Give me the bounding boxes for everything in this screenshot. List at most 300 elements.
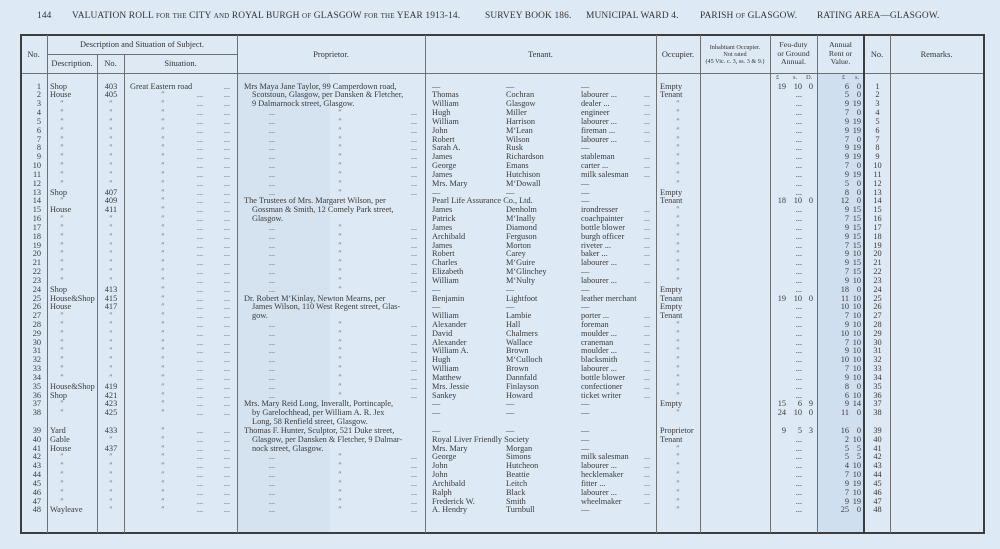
entry-number-right: 17 — [873, 222, 882, 232]
tenant-first-name: Benjamin — [432, 293, 465, 303]
tenant-occupation: leather merchant — [581, 293, 637, 303]
proprietor-ditto-leader: ... — [410, 346, 418, 356]
rent-pounds: 7 — [844, 214, 849, 224]
occupier-cell: ″ — [676, 99, 680, 109]
tenant-occupation: — — [581, 425, 590, 435]
feu-shillings: ... — [795, 434, 802, 444]
occupier-cell: Tenant — [660, 196, 683, 206]
proprietor-ditto-leader: ... — [268, 461, 276, 471]
tenant-leader: ... — [643, 258, 651, 268]
tenant-surname: Howard — [506, 390, 533, 400]
feu-shillings: ... — [795, 214, 802, 224]
feu-pence: 9 — [808, 399, 813, 409]
house-number-cell: ″ — [109, 275, 113, 285]
proprietor-ditto-leader: ... — [410, 284, 418, 294]
tenant-occupation: bottle blower — [581, 372, 626, 382]
proprietor-ditto-mark: ″ — [338, 505, 342, 515]
situation-leader: ... — [196, 178, 204, 188]
house-number-cell: ″ — [109, 267, 113, 277]
rent-shillings: 10 — [852, 461, 861, 471]
occupier-cell: ″ — [676, 152, 680, 162]
proprietor-ditto-leader: ... — [268, 169, 276, 179]
tenant-surname: Brown — [506, 346, 529, 356]
proprietor-ditto-leader: ... — [268, 496, 276, 506]
proprietor-ditto-leader: ... — [410, 320, 418, 329]
tenant-leader: ... — [643, 152, 651, 162]
rent-shillings: 19 — [852, 99, 861, 109]
description-cell: ″ — [60, 337, 64, 347]
feu-pounds: 19 — [777, 293, 786, 303]
proprietor-ditto-leader: ... — [410, 249, 418, 259]
situation-leader: ... — [196, 231, 204, 241]
entry-number: 24 — [32, 284, 41, 294]
house-number-cell: 417 — [104, 302, 118, 312]
feu-shillings: ... — [795, 222, 802, 232]
entry-number-right: 4 — [875, 108, 880, 118]
parish: PARISH of GLASGOW. — [700, 11, 798, 21]
tenant-first-name: — — [432, 408, 441, 418]
situation-leader: ... — [223, 108, 231, 118]
entry-number: 39 — [32, 425, 41, 435]
situation-leader: ... — [223, 461, 231, 471]
occupier-cell: Empty — [660, 284, 683, 294]
tenant-occupation: milk salesman — [581, 169, 629, 179]
rent-pounds: 9 — [844, 346, 849, 356]
house-number-cell: 409 — [104, 196, 118, 206]
situation-leader: ... — [196, 205, 204, 215]
tenant-occupation: burgh officer — [581, 231, 625, 241]
tenant-occupation: — — [581, 178, 590, 188]
rent-pounds: 7 — [844, 364, 849, 374]
rent-pounds: 9 — [844, 496, 849, 506]
situation-leader: ... — [196, 478, 204, 488]
entry-number-right: 15 — [873, 205, 882, 215]
situation-leader: ... — [223, 390, 231, 400]
rent-shillings: 19 — [852, 169, 861, 179]
proprietor-cell: James Wilson, 110 West Regent street, Glas- — [252, 302, 401, 312]
situation-cell: ″ — [161, 399, 165, 409]
tenant-first-name: John — [432, 125, 448, 135]
proprietor-ditto-leader: ... — [268, 452, 276, 462]
situation-cell: ″ — [161, 381, 165, 391]
tenant-first-name: Archibald — [432, 231, 466, 241]
occupier-cell: Proprietor — [660, 425, 694, 435]
rent-shillings: 5 — [856, 443, 861, 453]
proprietor-ditto-mark: ″ — [338, 231, 342, 241]
header-proprietor — [237, 35, 425, 73]
situation-leader: ... — [196, 302, 204, 312]
tenant-surname: Emans — [506, 161, 529, 171]
tenant-leader: ... — [643, 337, 651, 347]
proprietor-cell: Dr. Robert M‘Kinlay, Newton Mearns, per — [244, 293, 386, 303]
header-feu-line: or Ground — [777, 48, 810, 58]
entry-number: 26 — [32, 302, 41, 312]
entry-number: 44 — [32, 470, 41, 480]
rent-pounds: 9 — [844, 249, 849, 259]
rent-pounds: 4 — [844, 461, 849, 471]
rating-area: RATING AREA—GLASGOW. — [817, 11, 940, 21]
house-number-cell: ″ — [109, 222, 113, 232]
description-cell: Shop — [50, 187, 68, 197]
table-row — [0, 489, 1000, 498]
rent-pounds: 7 — [844, 487, 849, 497]
rent-shillings: 15 — [852, 205, 861, 215]
tenant-surname: Lightfoot — [506, 293, 538, 303]
tenant-first-name: — — [432, 302, 441, 312]
entry-number-right: 19 — [873, 240, 882, 250]
feu-pounds: 24 — [777, 408, 786, 418]
tenant-surname: — — [506, 81, 515, 91]
proprietor-ditto-mark: ″ — [338, 134, 342, 144]
table-row — [0, 480, 1000, 489]
proprietor-ditto-mark: ″ — [338, 178, 342, 188]
tenant-surname: — — [506, 187, 515, 197]
occupier-cell: Tenant — [660, 293, 683, 303]
tenant-occupation: labourer ... — [581, 487, 617, 497]
tenant-leader: ... — [643, 240, 651, 250]
tenant-leader: ... — [643, 108, 651, 118]
entry-number-right: 7 — [875, 134, 880, 144]
table-row — [0, 436, 1000, 445]
tenant-first-name: Archibald — [432, 478, 466, 488]
situation-cell: ″ — [161, 143, 165, 153]
situation-leader: ... — [196, 152, 204, 162]
occupier-cell: ″ — [676, 108, 680, 118]
occupier-cell: Tenant — [660, 90, 683, 100]
table-row — [0, 303, 1000, 312]
proprietor-cell: The Trustees of Mrs. Margaret Wilson, per — [244, 196, 386, 206]
municipal-ward: MUNICIPAL WARD 4. — [586, 11, 679, 21]
description-cell: ″ — [60, 222, 64, 232]
description-cell: ″ — [60, 478, 64, 488]
tenant-occupation: — — [581, 196, 590, 206]
occupier-cell: ″ — [676, 355, 680, 365]
situation-leader: ... — [196, 337, 204, 347]
proprietor-ditto-mark: ″ — [338, 169, 342, 179]
header-no-label: No. — [27, 49, 40, 59]
tenant-first-name: — — [432, 187, 441, 197]
entry-number-right: 30 — [873, 337, 882, 347]
table-row — [0, 233, 1000, 242]
tenant-surname: Rusk — [506, 143, 524, 153]
tenant-first-name: John — [432, 461, 448, 471]
occupier-cell: ″ — [676, 381, 680, 391]
proprietor-ditto-leader: ... — [410, 390, 418, 400]
rent-pounds: 5 — [844, 443, 849, 453]
tenant-surname: Richardson — [506, 152, 544, 162]
tenant-occupation: — — [581, 302, 590, 312]
tenant-occupation: stableman — [581, 152, 615, 162]
table-row — [0, 506, 1000, 515]
rent-pounds: 5 — [844, 452, 849, 462]
rent-shillings: 10 — [852, 364, 861, 374]
feu-shillings: ... — [795, 231, 802, 241]
entry-number: 20 — [32, 249, 41, 259]
proprietor-ditto-leader: ... — [268, 372, 276, 382]
tenant-surname: Simons — [506, 452, 531, 462]
house-number-cell: ″ — [109, 470, 113, 480]
entry-number: 46 — [32, 487, 41, 497]
house-number-cell: ″ — [109, 452, 113, 462]
rent-shillings: 5 — [856, 452, 861, 462]
rent-pounds: 2 — [844, 434, 849, 444]
entry-number: 27 — [32, 311, 41, 321]
tenant-leader: ... — [643, 214, 651, 224]
proprietor-ditto-leader: ... — [268, 258, 276, 268]
tenant-first-name: Hugh — [432, 108, 451, 118]
situation-leader: ... — [223, 205, 231, 215]
proprietor-ditto-mark: ″ — [338, 240, 342, 250]
situation-leader: ... — [223, 328, 231, 338]
tenant-leader: ... — [643, 169, 651, 179]
tenant-surname: Miller — [506, 108, 527, 118]
tenant-first-name: Ralph — [432, 487, 452, 497]
situation-leader: ... — [196, 320, 204, 329]
tenant-occupation: — — [581, 443, 590, 453]
rent-pounds: 9 — [844, 116, 849, 126]
occupier-cell: ″ — [676, 337, 680, 347]
entry-number: 14 — [32, 196, 41, 206]
house-number-cell: ″ — [109, 249, 113, 259]
proprietor-ditto-mark: ″ — [338, 116, 342, 126]
rent-shillings: 0 — [856, 408, 861, 418]
situation-cell: ″ — [161, 152, 165, 162]
situation-cell: ″ — [161, 496, 165, 506]
feu-shillings: ... — [795, 337, 802, 347]
tenant-first-name: Royal Liver Friendly Society — [432, 434, 530, 444]
rent-shillings: 10 — [852, 434, 861, 444]
rent-pounds: 9 — [844, 275, 849, 285]
situation-leader: ... — [223, 116, 231, 126]
proprietor-cell: Scotstoun, Glasgow, per Dansken & Fletcher, — [252, 90, 404, 100]
entry-number: 41 — [32, 443, 41, 453]
situation-cell: ″ — [161, 302, 165, 312]
situation-cell: ″ — [161, 125, 165, 135]
tenant-first-name: Robert — [432, 134, 455, 144]
situation-leader: ... — [223, 470, 231, 480]
situation-leader: ... — [196, 505, 204, 515]
tenant-surname: Brown — [506, 364, 529, 374]
tenant-occupation: — — [581, 143, 590, 153]
situation-leader: ... — [196, 258, 204, 268]
occupier-cell: Empty — [660, 187, 683, 197]
description-cell: ″ — [60, 275, 64, 285]
table-row — [0, 224, 1000, 233]
rent-shillings: 19 — [852, 143, 861, 153]
situation-leader: ... — [223, 302, 231, 312]
description-cell: Shop — [50, 284, 68, 294]
proprietor-ditto-leader: ... — [410, 355, 418, 365]
proprietor-cell: Gossman & Smith, 12 Comely Park street, — [252, 205, 394, 215]
rent-shillings: 0 — [856, 90, 861, 100]
situation-cell: ″ — [161, 214, 165, 224]
feu-shillings: 5 — [797, 425, 802, 435]
entry-number: 18 — [32, 231, 41, 241]
table-row — [0, 215, 1000, 224]
entry-number: 15 — [32, 205, 41, 215]
proprietor-ditto-mark: ″ — [338, 284, 342, 294]
proprietor-ditto-mark: ″ — [338, 108, 342, 118]
tenant-leader: ... — [643, 346, 651, 356]
entry-number: 10 — [32, 161, 41, 171]
proprietor-ditto-leader: ... — [410, 470, 418, 480]
proprietor-ditto-leader: ... — [268, 161, 276, 171]
house-number-cell: 411 — [104, 205, 118, 215]
description-cell: ″ — [60, 169, 64, 179]
rent-shillings: 10 — [852, 302, 861, 312]
table-row — [0, 471, 1000, 480]
proprietor-ditto-mark: ″ — [338, 470, 342, 480]
tenant-surname: M‘Dowall — [506, 178, 541, 188]
rent-pounds: 9 — [844, 231, 849, 241]
proprietor-ditto-mark: ″ — [338, 337, 342, 347]
situation-leader: ... — [196, 372, 204, 382]
situation-leader: ... — [223, 452, 231, 462]
entry-number-right: 20 — [873, 249, 882, 259]
rent-pounds: 9 — [844, 99, 849, 109]
rent-shillings-symbol: s. — [855, 74, 860, 81]
occupier-cell: Empty — [660, 81, 683, 91]
proprietor-ditto-leader: ... — [410, 372, 418, 382]
entry-number-right: 14 — [873, 196, 882, 206]
tenant-first-name: Sarah A. — [432, 143, 461, 153]
tenant-first-name: James — [432, 205, 453, 215]
entry-number: 23 — [32, 275, 41, 285]
situation-leader: ... — [196, 461, 204, 471]
header-description-group-label: Description and Situation of Subject. — [80, 40, 204, 49]
occupier-cell: ″ — [676, 169, 680, 179]
tenant-leader: ... — [643, 161, 651, 171]
rent-shillings: 10 — [852, 337, 861, 347]
table-row — [0, 409, 1000, 418]
tenant-first-name: Sankey — [432, 390, 457, 400]
tenant-surname: Hall — [506, 320, 521, 329]
house-number-cell: ″ — [109, 231, 113, 241]
house-number-cell: ″ — [109, 372, 113, 382]
tenant-first-name: Alexander — [432, 320, 467, 329]
feu-shillings: ... — [795, 328, 802, 338]
tenant-leader: ... — [643, 355, 651, 365]
feu-shillings: ... — [795, 240, 802, 250]
table-row — [0, 347, 1000, 356]
proprietor-ditto-leader: ... — [268, 116, 276, 126]
header-proprietor-label: Proprietor. — [313, 49, 349, 59]
tenant-surname: Smith — [506, 496, 526, 506]
feu-shillings: ... — [795, 284, 802, 294]
feu-shillings: ... — [795, 390, 802, 400]
tenant-leader: ... — [643, 461, 651, 471]
table-row — [0, 171, 1000, 180]
situation-leader: ... — [196, 487, 204, 497]
occupier-cell: ″ — [676, 408, 680, 418]
situation-leader: ... — [196, 443, 204, 453]
entry-number: 43 — [32, 461, 41, 471]
situation-leader: ... — [196, 196, 204, 206]
tenant-leader: ... — [643, 496, 651, 506]
situation-leader: ... — [223, 169, 231, 179]
description-cell: Shop — [50, 390, 68, 400]
house-number-cell: ″ — [109, 434, 113, 444]
situation-cell: ″ — [161, 240, 165, 250]
tenant-occupation: moulder ... — [581, 346, 617, 356]
situation-leader: ... — [223, 443, 231, 453]
rent-shillings: 10 — [852, 390, 861, 400]
rent-pounds: 6 — [844, 81, 849, 91]
tenant-occupation: fireman ... — [581, 125, 616, 135]
tenant-leader: ... — [643, 328, 651, 338]
situation-leader: ... — [223, 240, 231, 250]
rent-pounds: 12 — [840, 196, 849, 206]
table-row — [0, 453, 1000, 462]
situation-leader: ... — [223, 178, 231, 188]
rent-shillings: 0 — [856, 178, 861, 188]
tenant-surname: Beattie — [506, 470, 530, 480]
table-row — [0, 109, 1000, 118]
house-number-cell: ″ — [109, 328, 113, 338]
proprietor-ditto-leader: ... — [268, 267, 276, 277]
rent-shillings: 15 — [852, 258, 861, 268]
survey-book: SURVEY BOOK 186. — [485, 11, 572, 21]
proprietor-cell: Glasgow, per Dansken & Fletcher, 9 Dalmar- — [252, 434, 403, 444]
proprietor-ditto-leader: ... — [268, 231, 276, 241]
house-number-cell: ″ — [109, 125, 113, 135]
situation-cell: ″ — [161, 364, 165, 374]
tenant-surname: Diamond — [506, 222, 537, 232]
tenant-surname: Turnbull — [506, 505, 535, 515]
house-number-cell: ″ — [109, 214, 113, 224]
situation-leader: ... — [196, 275, 204, 285]
situation-cell: ″ — [161, 134, 165, 144]
house-number-cell: 437 — [104, 443, 118, 453]
table-row — [0, 365, 1000, 374]
tenant-occupation: coachpainter — [581, 214, 624, 224]
situation-leader: ... — [223, 478, 231, 488]
header-feu-line: Annual. — [781, 57, 806, 67]
proprietor-ditto-mark: ″ — [338, 390, 342, 400]
feu-pence: 0 — [808, 293, 813, 303]
situation-cell: ″ — [161, 258, 165, 268]
rent-pounds: 9 — [844, 399, 849, 409]
proprietor-ditto-mark: ″ — [338, 364, 342, 374]
entry-number-right: 18 — [873, 231, 882, 241]
description-cell: ″ — [60, 214, 64, 224]
description-cell: ″ — [60, 125, 64, 135]
rent-shillings: 19 — [852, 496, 861, 506]
rent-shillings: 10 — [852, 293, 861, 303]
occupier-cell: ″ — [676, 258, 680, 268]
rent-shillings: 10 — [852, 249, 861, 259]
tenant-first-name: Elizabeth — [432, 267, 464, 277]
rent-pounds: 11 — [841, 293, 849, 303]
tenant-leader: ... — [643, 470, 651, 480]
rent-shillings: 0 — [856, 425, 861, 435]
occupier-cell: Empty — [660, 302, 683, 312]
header-situation — [124, 54, 237, 73]
tenant-occupation: — — [581, 267, 590, 277]
occupier-cell: ″ — [676, 214, 680, 224]
proprietor-cell: Mrs. Mary Reid Long, Inverallt, Portincaple, — [244, 399, 394, 409]
proprietor-ditto-leader: ... — [268, 355, 276, 365]
rent-shillings: 0 — [856, 108, 861, 118]
description-cell: ″ — [60, 452, 64, 462]
proprietor-ditto-leader: ... — [410, 134, 418, 144]
description-cell: Wayleave — [50, 505, 83, 515]
tenant-first-name: William — [432, 99, 459, 109]
house-number-cell: ″ — [109, 169, 113, 179]
tenant-first-name: Mrs. Mary — [432, 443, 468, 453]
situation-leader: ... — [223, 311, 231, 321]
entry-number-right: 22 — [873, 267, 882, 277]
